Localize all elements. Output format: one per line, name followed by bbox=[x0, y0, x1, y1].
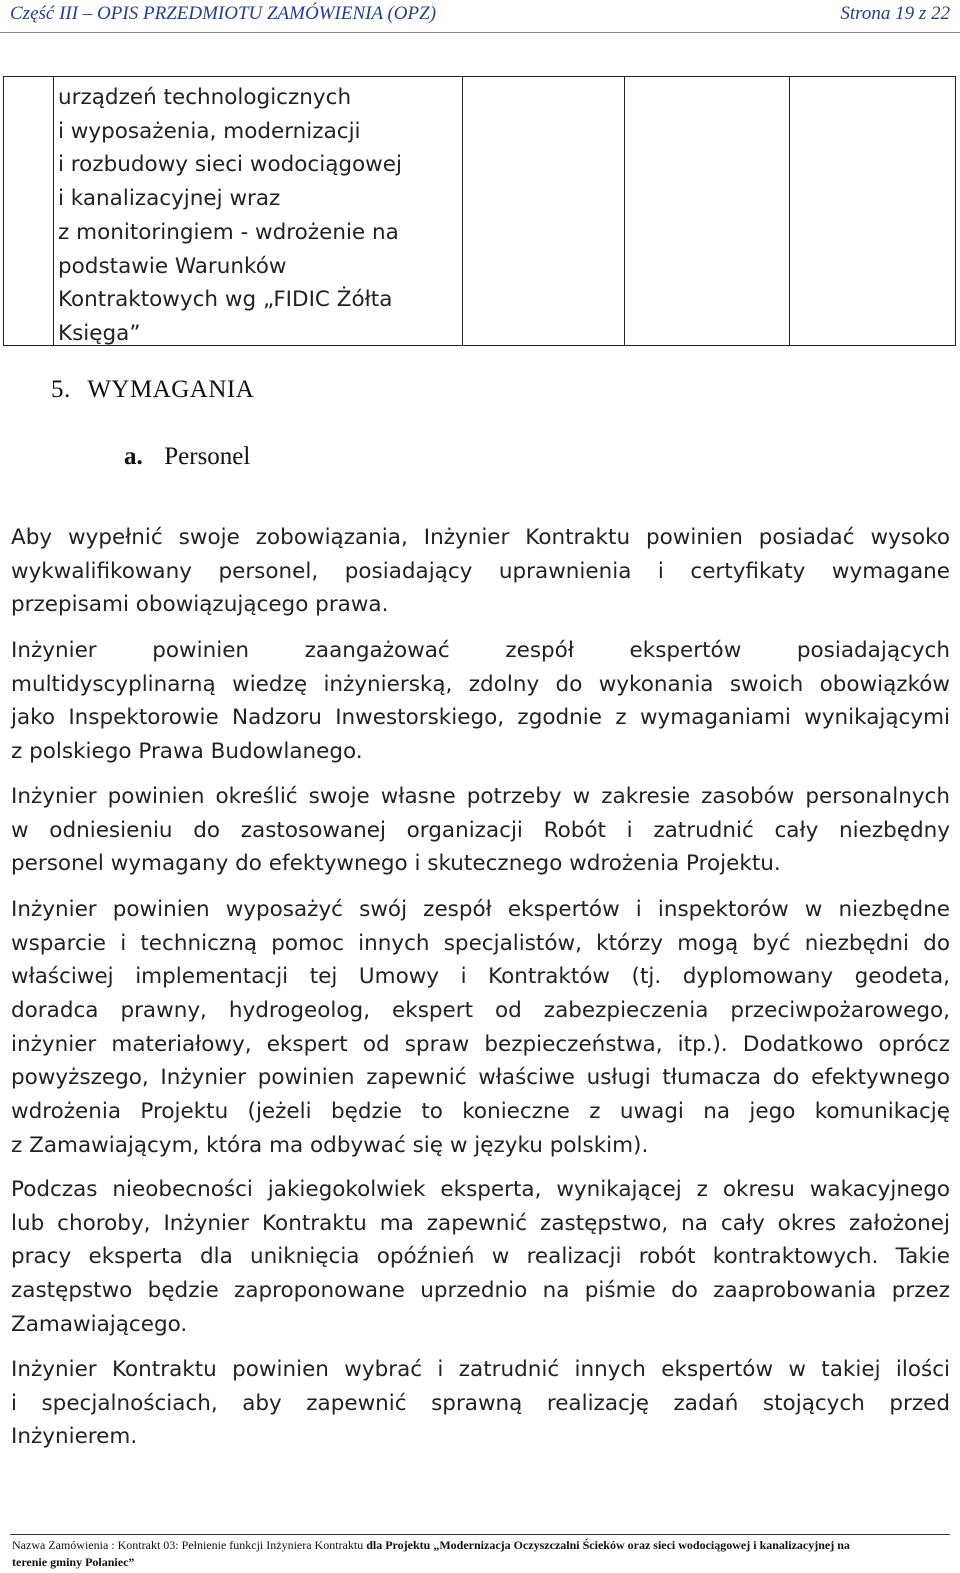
paragraph bbox=[11, 780, 950, 881]
header-divider bbox=[0, 32, 960, 33]
page-header bbox=[10, 3, 950, 25]
paragraph bbox=[11, 1353, 950, 1454]
header-title: Część III – OPIS PRZEDMIOTU ZAMÓWIENIA (OPZ) bbox=[10, 3, 437, 24]
footer-divider bbox=[10, 1534, 950, 1535]
paragraph-line: Podczas nieobecności jakiegokolwiek eksperta, wynikającej z okresu wakacyjnego bbox=[11, 1177, 950, 1202]
table-column-divider bbox=[53, 77, 54, 345]
paragraph bbox=[11, 634, 950, 769]
table-cell-line: urządzeń technologicznych bbox=[58, 85, 352, 110]
paragraph-line: wsparcie i techniczną pomoc innych specjalistów, którzy mogą być niezbędni do bbox=[11, 930, 950, 956]
paragraph bbox=[11, 1173, 950, 1341]
footer-project-location: terenie gminy Połaniec” bbox=[12, 1555, 135, 1569]
table-cell-line: i rozbudowy sieci wodociągowej bbox=[58, 152, 402, 178]
table-cell-line: podstawie Warunków bbox=[58, 253, 287, 279]
paragraph-line: i specjalnościach, aby zapewnić sprawną realizację zadań stojących przed bbox=[11, 1390, 950, 1416]
table-column-divider bbox=[789, 77, 790, 345]
section-title: WYMAGANIA bbox=[87, 376, 255, 403]
section-number: 5. bbox=[51, 376, 71, 403]
paragraph-line: jako Inspektorowie Nadzoru Inwestorskiego, zgodnie z wymaganiami wynikającymi bbox=[11, 705, 950, 731]
footer-project-name: dla Projektu „Modernizacja Oczyszczalni Ścieków oraz sieci wodociągowej i kanalizacyjnej na bbox=[366, 1538, 850, 1552]
paragraph-line: przepisami obowiązującego prawa. bbox=[11, 592, 389, 618]
paragraph-line: z polskiego Prawa Budowlanego. bbox=[11, 739, 363, 765]
paragraph-line: Zamawiającego. bbox=[11, 1311, 188, 1337]
page-footer bbox=[12, 1537, 952, 1571]
table-cell-line: i wyposażenia, modernizacji bbox=[58, 118, 361, 144]
paragraph-line: Inżynier Kontraktu powinien wybrać i zatrudnić innych ekspertów w takiej ilości bbox=[11, 1357, 950, 1382]
paragraph-line: multidyscyplinarną wiedzę inżynierską, zdolny do wykonania swoich obowiązków bbox=[11, 671, 950, 697]
table-cell-description bbox=[58, 81, 458, 351]
paragraph-line: Inżynier powinien określić swoje własne potrzeby w zakresie zasobów personalnych bbox=[11, 784, 950, 809]
table-cell-line: Księga” bbox=[58, 320, 141, 346]
paragraph-line: w odniesieniu do zastosowanej organizacji Robót i zatrudnić cały niezbędny bbox=[11, 817, 950, 843]
section-heading-5 bbox=[51, 376, 254, 404]
table-cell-line: i kanalizacyjnej wraz bbox=[58, 186, 281, 212]
footer-label: Nazwa Zamówienia : Kontrakt 03: Pełnienie funkcji Inżyniera Kontraktu bbox=[12, 1538, 364, 1552]
paragraph-line: właściwej implementacji tej Umowy i Kontraktów (tj. dyplomowany geodeta, bbox=[11, 964, 950, 990]
table-cell-line: z monitoringiem - wdrożenie na bbox=[58, 219, 399, 245]
paragraph-line: z Zamawiającym, która ma odbywać się w języku polskim). bbox=[11, 1132, 649, 1158]
paragraph-line: Inżynier powinien wyposażyć swój zespół ekspertów i inspektorów w niezbędne bbox=[11, 897, 950, 922]
paragraph bbox=[11, 893, 950, 1163]
paragraph-line: Inżynier powinien zaangażować zespół ekspertów posiadających bbox=[11, 638, 950, 663]
paragraph-line: Inżynierem. bbox=[11, 1424, 138, 1450]
paragraph-line: Aby wypełnić swoje zobowiązania, Inżynier Kontraktu powinien posiadać wysoko bbox=[11, 525, 950, 550]
subsection-title: Personel bbox=[164, 443, 251, 470]
paragraph-line: doradca prawny, hydrogeolog, ekspert od zabezpieczenia przeciwpożarowego, bbox=[11, 998, 950, 1024]
paragraph bbox=[11, 521, 950, 622]
paragraph-line: wdrożenia Projektu (jeżeli będzie to konieczne z uwagi na jego komunikację bbox=[11, 1099, 950, 1125]
paragraph-line: powyższego, Inżynier powinien zapewnić właściwe usługi tłumacza do efektywnego bbox=[11, 1065, 950, 1091]
paragraph-line: wykwalifikowany personel, posiadający uprawnienia i certyfikaty wymagane bbox=[11, 558, 950, 584]
paragraph-line: personel wymagany do efektywnego i skutecznego wdrożenia Projektu. bbox=[11, 851, 781, 877]
scope-table bbox=[3, 76, 956, 346]
paragraph-line: lub choroby, Inżynier Kontraktu ma zapewnić zastępstwo, na cały okres założonej bbox=[11, 1210, 950, 1236]
paragraph-line: inżynier materiałowy, ekspert od spraw bezpieczeństwa, itp.). Dodatkowo oprócz bbox=[11, 1031, 950, 1057]
table-cell-line: Kontraktowych wg „FIDIC Żółta bbox=[58, 287, 393, 313]
table-column-divider bbox=[462, 77, 463, 345]
paragraph-line: pracy eksperta dla uniknięcia opóźnień w realizacji robót kontraktowych. Takie bbox=[11, 1244, 950, 1270]
subsection-number: a. bbox=[124, 443, 143, 470]
page-number: Strona 19 z 22 bbox=[840, 3, 950, 24]
paragraph-line: zastępstwo będzie zaproponowane uprzednio na piśmie do zaaprobowania przez bbox=[11, 1278, 950, 1304]
table-column-divider bbox=[624, 77, 625, 345]
subsection-heading-a bbox=[124, 443, 250, 471]
